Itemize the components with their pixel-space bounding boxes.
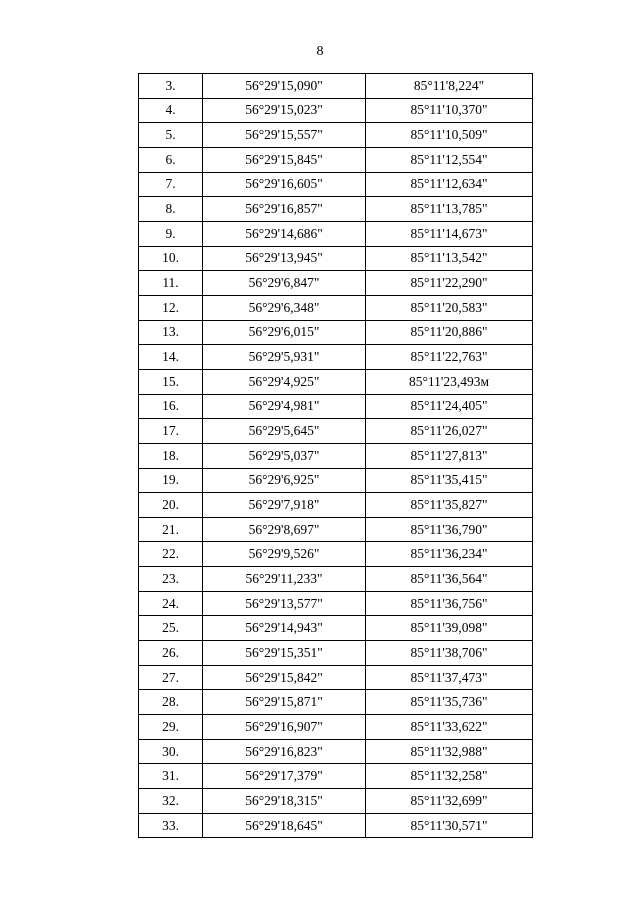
point-number-cell: 32.	[139, 789, 203, 814]
longitude-cell: 85°11'39,098"	[366, 616, 533, 641]
table-row	[139, 715, 533, 740]
table-row	[139, 74, 533, 99]
longitude-cell: 85°11'35,827"	[366, 493, 533, 518]
longitude-cell: 85°11'13,542"	[366, 246, 533, 271]
longitude-cell: 85°11'32,988"	[366, 739, 533, 764]
latitude-cell: 56°29'16,857"	[203, 197, 366, 222]
longitude-cell: 85°11'35,736"	[366, 690, 533, 715]
point-number-cell: 28.	[139, 690, 203, 715]
longitude-cell: 85°11'12,634"	[366, 172, 533, 197]
point-number-cell: 9.	[139, 221, 203, 246]
table-row	[139, 147, 533, 172]
latitude-cell: 56°29'16,907"	[203, 715, 366, 740]
table-row	[139, 739, 533, 764]
point-number-cell: 27.	[139, 665, 203, 690]
latitude-cell: 56°29'5,645"	[203, 419, 366, 444]
latitude-cell: 56°29'14,943"	[203, 616, 366, 641]
table-row	[139, 123, 533, 148]
latitude-cell: 56°29'18,315"	[203, 789, 366, 814]
latitude-cell: 56°29'17,379"	[203, 764, 366, 789]
longitude-cell: 85°11'24,405"	[366, 394, 533, 419]
point-number-cell: 6.	[139, 147, 203, 172]
latitude-cell: 56°29'4,981"	[203, 394, 366, 419]
longitude-cell: 85°11'10,509"	[366, 123, 533, 148]
longitude-cell: 85°11'32,258"	[366, 764, 533, 789]
longitude-cell: 85°11'12,554"	[366, 147, 533, 172]
longitude-cell: 85°11'30,571"	[366, 813, 533, 838]
table-row	[139, 345, 533, 370]
longitude-cell: 85°11'36,564"	[366, 567, 533, 592]
table-row	[139, 221, 533, 246]
point-number-cell: 21.	[139, 517, 203, 542]
latitude-cell: 56°29'14,686"	[203, 221, 366, 246]
longitude-cell: 85°11'27,813"	[366, 443, 533, 468]
point-number-cell: 25.	[139, 616, 203, 641]
longitude-cell: 85°11'26,027"	[366, 419, 533, 444]
table-row	[139, 394, 533, 419]
table-row	[139, 517, 533, 542]
point-number-cell: 19.	[139, 468, 203, 493]
latitude-cell: 56°29'13,577"	[203, 591, 366, 616]
latitude-cell: 56°29'15,557"	[203, 123, 366, 148]
longitude-cell: 85°11'33,622"	[366, 715, 533, 740]
latitude-cell: 56°29'16,605"	[203, 172, 366, 197]
longitude-cell: 85°11'36,790"	[366, 517, 533, 542]
point-number-cell: 17.	[139, 419, 203, 444]
point-number-cell: 3.	[139, 74, 203, 99]
longitude-cell: 85°11'13,785"	[366, 197, 533, 222]
coordinates-table-body	[139, 74, 533, 838]
point-number-cell: 30.	[139, 739, 203, 764]
latitude-cell: 56°29'5,037"	[203, 443, 366, 468]
table-row	[139, 246, 533, 271]
table-row	[139, 813, 533, 838]
point-number-cell: 16.	[139, 394, 203, 419]
point-number-cell: 12.	[139, 295, 203, 320]
point-number-cell: 24.	[139, 591, 203, 616]
point-number-cell: 20.	[139, 493, 203, 518]
latitude-cell: 56°29'18,645"	[203, 813, 366, 838]
longitude-cell: 85°11'23,493м	[366, 369, 533, 394]
table-row	[139, 493, 533, 518]
latitude-cell: 56°29'6,925"	[203, 468, 366, 493]
longitude-cell: 85°11'8,224"	[366, 74, 533, 99]
latitude-cell: 56°29'15,090"	[203, 74, 366, 99]
table-row	[139, 369, 533, 394]
table-row	[139, 98, 533, 123]
point-number-cell: 31.	[139, 764, 203, 789]
table-row	[139, 616, 533, 641]
table-row	[139, 271, 533, 296]
table-row	[139, 641, 533, 666]
point-number-cell: 8.	[139, 197, 203, 222]
longitude-cell: 85°11'36,234"	[366, 542, 533, 567]
longitude-cell: 85°11'10,370"	[366, 98, 533, 123]
point-number-cell: 14.	[139, 345, 203, 370]
table-row	[139, 690, 533, 715]
table-row	[139, 197, 533, 222]
table-row	[139, 468, 533, 493]
table-row	[139, 764, 533, 789]
point-number-cell: 23.	[139, 567, 203, 592]
table-row	[139, 665, 533, 690]
page-number: 8	[316, 44, 324, 59]
latitude-cell: 56°29'8,697"	[203, 517, 366, 542]
longitude-cell: 85°11'14,673"	[366, 221, 533, 246]
latitude-cell: 56°29'9,526"	[203, 542, 366, 567]
point-number-cell: 11.	[139, 271, 203, 296]
latitude-cell: 56°29'15,351"	[203, 641, 366, 666]
latitude-cell: 56°29'6,847"	[203, 271, 366, 296]
point-number-cell: 5.	[139, 123, 203, 148]
table-row	[139, 295, 533, 320]
table-row	[139, 542, 533, 567]
longitude-cell: 85°11'20,583"	[366, 295, 533, 320]
latitude-cell: 56°29'11,233"	[203, 567, 366, 592]
longitude-cell: 85°11'22,763"	[366, 345, 533, 370]
latitude-cell: 56°29'5,931"	[203, 345, 366, 370]
longitude-cell: 85°11'38,706"	[366, 641, 533, 666]
latitude-cell: 56°29'15,845"	[203, 147, 366, 172]
point-number-cell: 10.	[139, 246, 203, 271]
point-number-cell: 29.	[139, 715, 203, 740]
latitude-cell: 56°29'6,348"	[203, 295, 366, 320]
table-row	[139, 172, 533, 197]
longitude-cell: 85°11'20,886"	[366, 320, 533, 345]
point-number-cell: 7.	[139, 172, 203, 197]
point-number-cell: 15.	[139, 369, 203, 394]
latitude-cell: 56°29'4,925"	[203, 369, 366, 394]
point-number-cell: 33.	[139, 813, 203, 838]
latitude-cell: 56°29'6,015"	[203, 320, 366, 345]
table-row	[139, 443, 533, 468]
longitude-cell: 85°11'37,473"	[366, 665, 533, 690]
point-number-cell: 26.	[139, 641, 203, 666]
latitude-cell: 56°29'7,918"	[203, 493, 366, 518]
longitude-cell: 85°11'22,290"	[366, 271, 533, 296]
longitude-cell: 85°11'36,756"	[366, 591, 533, 616]
point-number-cell: 22.	[139, 542, 203, 567]
longitude-cell: 85°11'32,699"	[366, 789, 533, 814]
latitude-cell: 56°29'16,823"	[203, 739, 366, 764]
table-row	[139, 419, 533, 444]
latitude-cell: 56°29'13,945"	[203, 246, 366, 271]
latitude-cell: 56°29'15,023"	[203, 98, 366, 123]
table-row	[139, 591, 533, 616]
table-row	[139, 320, 533, 345]
point-number-cell: 18.	[139, 443, 203, 468]
point-number-cell: 4.	[139, 98, 203, 123]
latitude-cell: 56°29'15,842"	[203, 665, 366, 690]
point-number-cell: 13.	[139, 320, 203, 345]
table-row	[139, 567, 533, 592]
longitude-cell: 85°11'35,415"	[366, 468, 533, 493]
coordinates-table	[138, 73, 533, 838]
table-row	[139, 789, 533, 814]
latitude-cell: 56°29'15,871"	[203, 690, 366, 715]
